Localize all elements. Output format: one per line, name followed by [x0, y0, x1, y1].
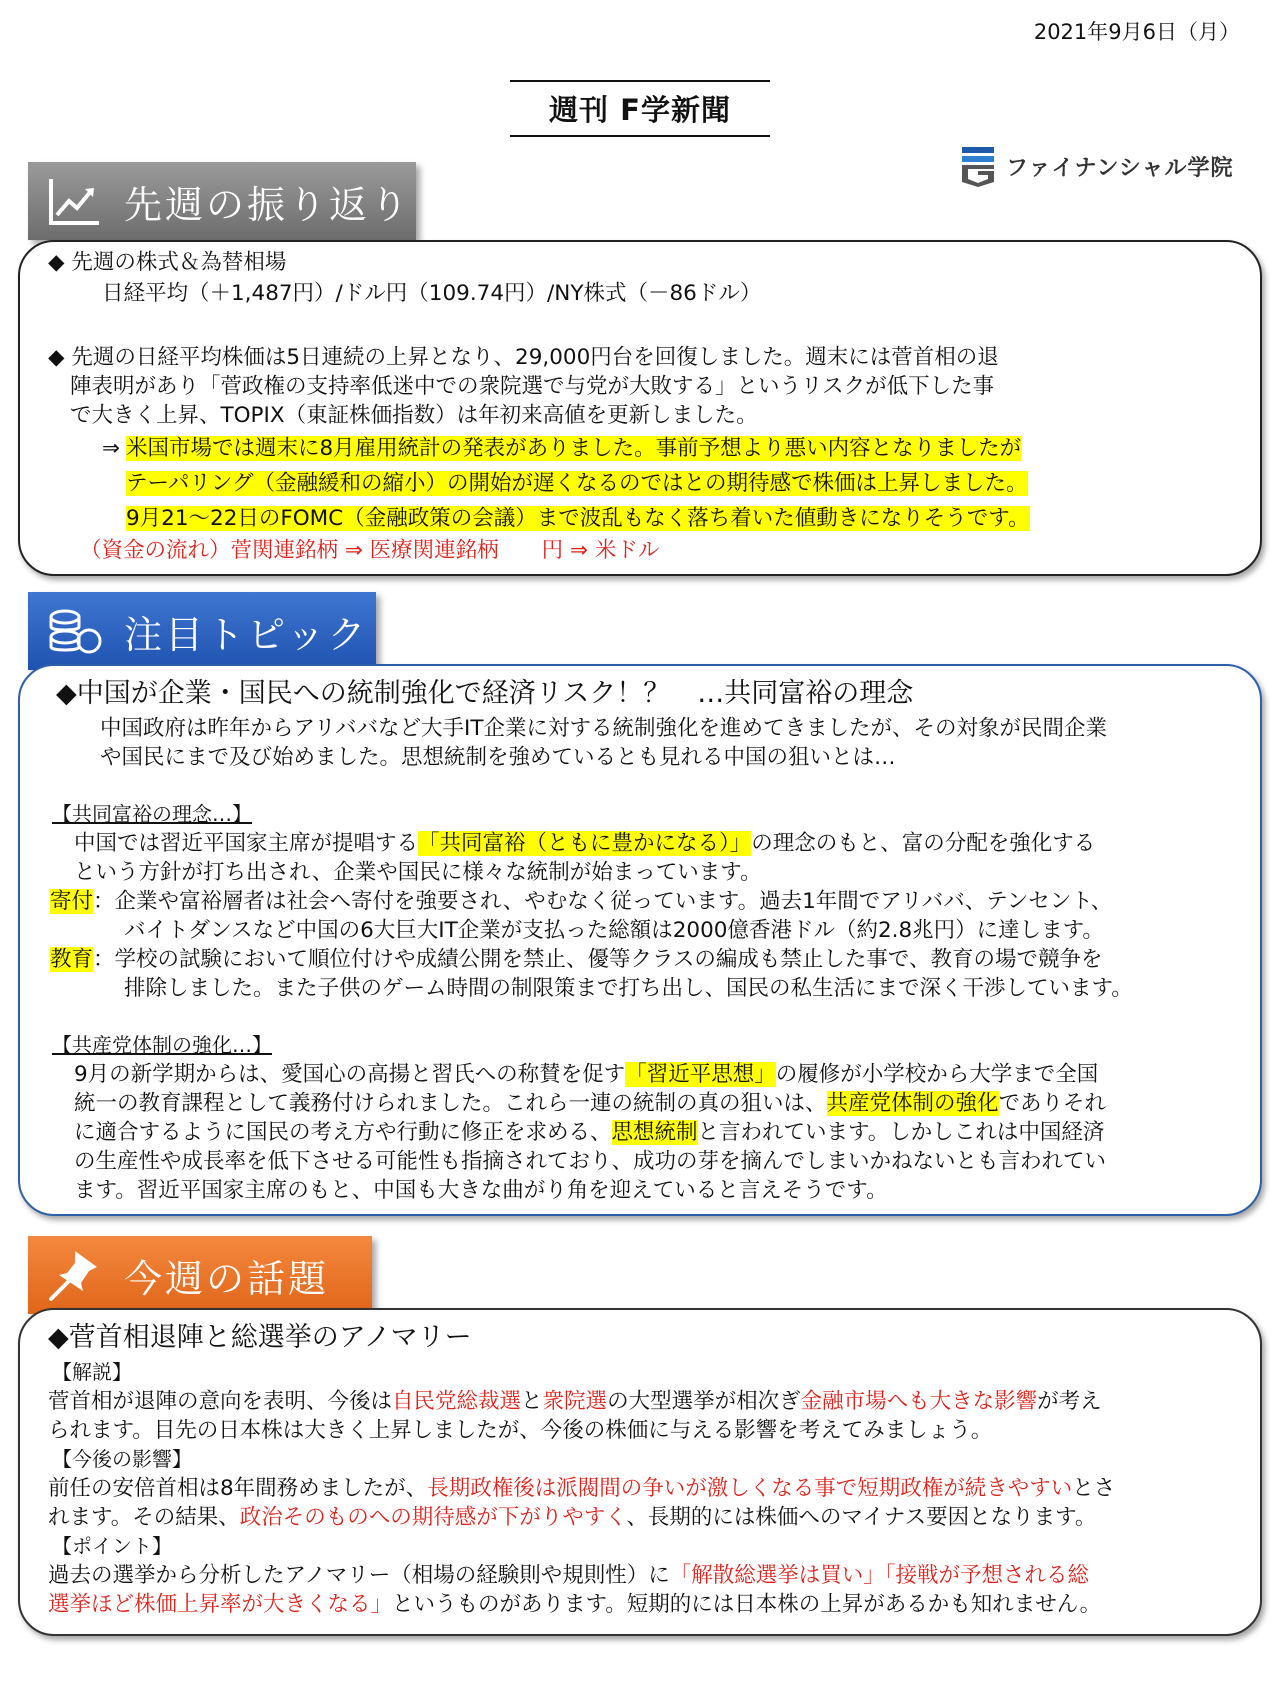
label-donation: 寄付 — [50, 889, 94, 914]
body-text: に適合するように国民の考え方や行動に修正を求める、 — [74, 1120, 612, 1145]
highlight-line: 9月21～22日のFOMC（金融政策の会議）まで波乱もなく落ち着いた値動きになりそうです。 — [126, 506, 1030, 531]
topic-intro-line: や国民にまで及び始めました。思想統制を強めているとも見れる中国の狙いとは… — [100, 745, 896, 770]
section-banner-label: 注目トピック — [124, 612, 369, 657]
body-text: 、長期的には株価へのマイナス要因となります。 — [626, 1505, 1097, 1530]
body-text: が考え — [1037, 1389, 1102, 1414]
body-text: 統一の教育課程として義務付けられました。これら一連の統制の真の狙いは、 — [74, 1091, 827, 1116]
red-text: 政治そのものへの期待感が下がりやすく — [239, 1505, 627, 1530]
line-chart-icon — [42, 168, 108, 234]
body-text: の履修が小学校から大学まで全国 — [775, 1062, 1099, 1087]
section-banner-label: 今週の話題 — [124, 1256, 330, 1301]
red-text: 金融市場へも大きな影響 — [800, 1389, 1038, 1414]
subheading-common-prosperity: 【共同富裕の理念…】 — [52, 802, 252, 826]
arrow-mark: ⇒ — [102, 436, 121, 461]
body-text: 菅首相が退陣の意向を表明、今後は — [48, 1389, 393, 1414]
body-text: られます。目先の日本株は大きく上昇しましたが、今後の株価に与える影響を考えてみましょう。 — [48, 1418, 993, 1443]
highlight-line: テーパリング（金融緩和の縮小）の開始が遅くなるのではとの期待感で株価は上昇しました。 — [126, 471, 1028, 496]
body-text: の生産性や成長率を低下させる可能性も指摘されており、成功の芽を摘んでしまいかねないとも言われてい — [74, 1149, 1107, 1174]
title-rule-bottom — [510, 135, 770, 137]
topic-heading: ◆中国が企業・国民への統制強化で経済リスク！？ …共同富裕の理念 — [56, 678, 914, 709]
body-text: でありそれ — [998, 1091, 1107, 1116]
this-week-heading: ◆菅首相退陣と総選挙のアノマリー — [48, 1322, 472, 1353]
body-text: 中国では習近平国家主席が提唱する — [74, 831, 419, 856]
body-text: というものがあります。短期的には日本株の上昇があるかも知れません。 — [392, 1592, 1102, 1617]
section-banner-this-week — [28, 1236, 372, 1314]
subheading-point: 【ポイント】 — [52, 1534, 172, 1558]
highlight-text: 「共同富裕（ともに豊かになる）」 — [418, 831, 752, 856]
newsletter-title: 週刊 F学新聞 — [549, 93, 731, 127]
body-text: 9月の新学期からは、愛国心の高揚と習氏への称賛を促す — [74, 1062, 626, 1087]
body-text: と言われています。しかしこれは中国経済 — [697, 1120, 1105, 1145]
subheading-commentary: 【解説】 — [52, 1360, 132, 1384]
red-text: 選挙ほど株価上昇率が大きくなる」 — [48, 1592, 393, 1617]
label-education: 教育 — [50, 947, 94, 972]
highlight-line: 米国市場では週末に8月雇用統計の発表がありました。事前予想より悪い内容となりましたが — [126, 436, 1022, 461]
body-text: 前任の安倍首相は8年間務めましたが、 — [48, 1476, 428, 1501]
section-banner-last-week — [28, 162, 416, 240]
topic-intro-line: 中国政府は昨年からアリババなど大手IT企業に対する統制強化を進めてきましたが、その対象が民間企業 — [100, 716, 1107, 741]
body-text: の大型選挙が相次ぎ — [607, 1389, 801, 1414]
review-text-line: 陣表明があり「菅政権の支持率低迷中での衆院選で与党が大敗する」というリスクが低下した事 — [70, 374, 995, 399]
body-text: とさ — [1072, 1476, 1116, 1501]
body-text: の理念のもと、富の分配を強化する — [751, 831, 1096, 856]
section-banner-topic — [28, 592, 376, 670]
highlight-text: 思想統制 — [611, 1120, 698, 1145]
body-text: という方針が打ち出され、企業や国民に様々な統制が始まっています。 — [74, 860, 762, 885]
market-rates: 日経平均（＋1,487円）/ドル円（109.74円）/NY株式（－86ドル） — [102, 281, 762, 306]
red-text: 長期政権後は派閥間の争いが激しくなる事で短期政権が続きやすい — [427, 1476, 1073, 1501]
body-text: れます。その結果、 — [48, 1505, 240, 1530]
body-text: ：企業や富裕層者は社会へ寄付を強要され、やむなく従っています。過去1年間でアリババ、テンセント、 — [93, 889, 1113, 914]
newsletter-title-block — [510, 80, 770, 137]
coins-icon — [42, 598, 108, 664]
review-text-line: で大きく上昇、TOPIX（東証株価指数）は年初来高値を更新しました。 — [70, 403, 758, 428]
red-text: 衆院選 — [542, 1389, 608, 1414]
subheading-party-system: 【共産党体制の強化…】 — [52, 1033, 272, 1057]
review-text-line: ◆ 先週の日経平均株価は5日連続の上昇となり、29,000円台を回復しました。週末には菅首相の退 — [48, 345, 999, 370]
red-text: 「解散総選挙は買い」「接戦が予想される総 — [669, 1563, 1090, 1588]
body-text: 排除しました。また子供のゲーム時間の制限策まで打ち出し、国民の私生活にまで深く干渉しています。 — [124, 976, 1133, 1001]
company-logo-icon — [960, 145, 996, 187]
highlight-text: 「習近平思想」 — [625, 1062, 776, 1087]
pushpin-icon — [42, 1242, 108, 1308]
body-text: と — [521, 1389, 543, 1414]
body-text: ：学校の試験において順位付けや成績公開を禁止、優等クラスの編成も禁止した事で、教育の場で競争を — [93, 947, 1103, 972]
market-heading: ◆ 先週の株式＆為替相場 — [48, 250, 287, 275]
section-banner-label: 先週の振り返り — [124, 182, 412, 227]
body-text: ます。習近平国家主席のもと、中国も大きな曲がり角を迎えていると言えそうです。 — [74, 1178, 888, 1203]
money-flow: （資金の流れ）菅関連銘柄 ⇒ 医療関連銘柄 円 ⇒ 米ドル — [80, 538, 660, 563]
company-logo — [960, 145, 1233, 187]
highlight-text: 共産党体制の強化 — [826, 1091, 999, 1116]
issue-date: 2021年9月6日（月） — [1033, 20, 1240, 44]
body-text: 過去の選挙から分析したアノマリー（相場の経験則や規則性）に — [48, 1563, 670, 1588]
body-text: バイトダンスなど中国の6大巨大IT企業が支払った総額は2000億香港ドル（約2.8兆円）に達します。 — [124, 918, 1104, 943]
company-logo-text: ファイナンシャル学院 — [1006, 155, 1234, 181]
subheading-future-impact: 【今後の影響】 — [52, 1447, 192, 1471]
red-text: 自民党総裁選 — [392, 1389, 522, 1414]
